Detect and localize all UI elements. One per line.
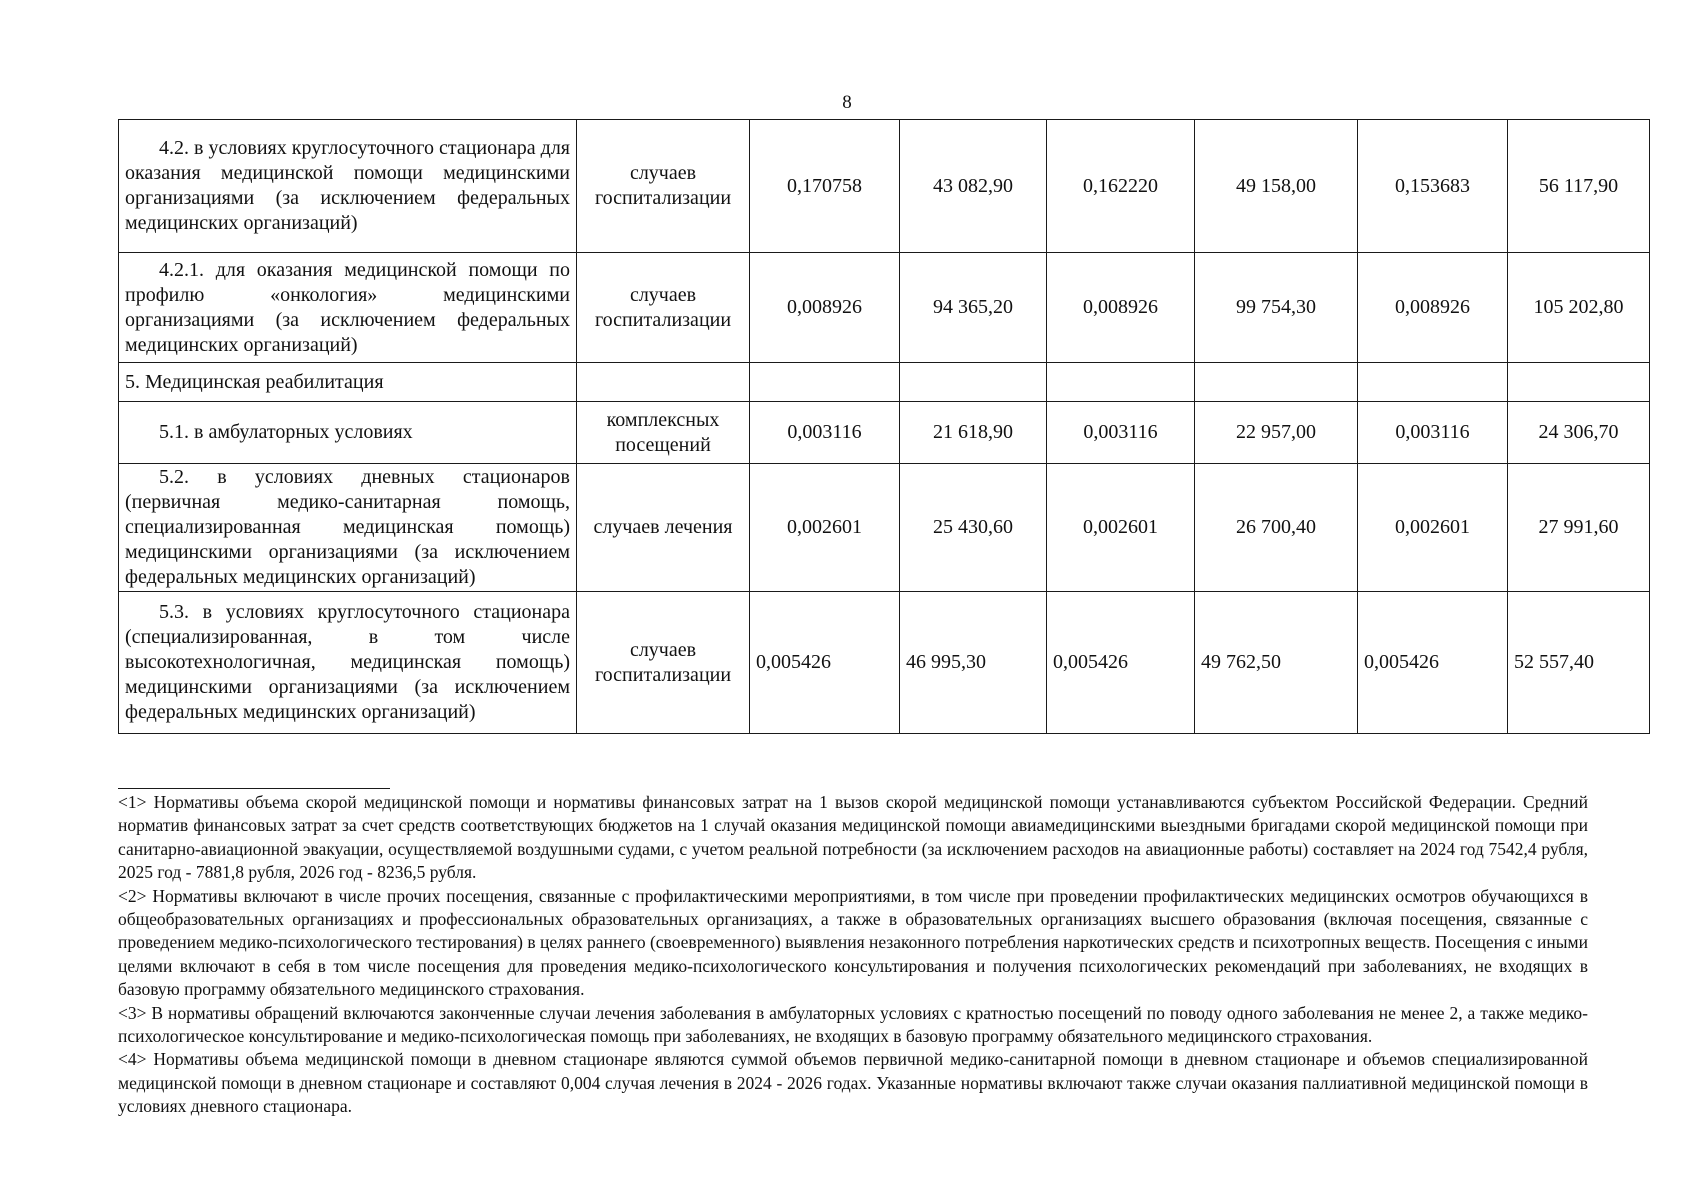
- footnote-2: <2> Нормативы включают в числе прочих посещения, связанные с профилактическими мероприятиями, в том числе при проведении профилактических медицинских осмотров обучающихся в общеобразовательных организациях и профессиональных образовательных организациях, а также в образовательных организациях высшего образования (включая посещения, связанные с проведением медико-психологического тестирования) в целях раннего (своевременного) выявления незаконного потребления наркотических средств и психотропных веществ. Посещения с иными целями включают в себя в том числе посещения для проведения медико-психологического консультирования и получения психологических рекомендаций при заболеваниях, не входящих в базовую программу обязательного медицинского страхования.: [118, 885, 1588, 1000]
- table-row: [119, 464, 1650, 592]
- row-description: 5.1. в амбулаторных условиях: [119, 402, 577, 464]
- cell-cost-2026: 105 202,80: [1508, 253, 1650, 363]
- cell-volume-2026: 0,003116: [1358, 402, 1508, 464]
- cell-volume-2025: 0,008926: [1047, 253, 1195, 363]
- cell-cost-2024: 21 618,90: [900, 402, 1047, 464]
- table-row: [119, 253, 1650, 363]
- page-number: 8: [842, 92, 852, 113]
- cell-volume-2025: 0,003116: [1047, 402, 1195, 464]
- row-unit: случаев госпитализации: [577, 120, 750, 253]
- table-row: [119, 592, 1650, 734]
- cell-volume-2025: [1047, 363, 1195, 402]
- cell-volume-2026: 0,002601: [1358, 464, 1508, 592]
- cell-volume-2024: 0,002601: [750, 464, 900, 592]
- cell-volume-2026: 0,005426: [1358, 592, 1508, 734]
- cell-volume-2024: 0,170758: [750, 120, 900, 253]
- cell-volume-2024: 0,008926: [750, 253, 900, 363]
- row-unit: случаев госпитализации: [577, 253, 750, 363]
- cell-volume-2024: 0,005426: [750, 592, 900, 734]
- section-heading: 5. Медицинская реабилитация: [119, 363, 577, 402]
- cell-cost-2024: 25 430,60: [900, 464, 1047, 592]
- row-description: 5.2. в условиях дневных стационаров (первичная медико-санитарная помощь, специализированная медицинская помощь) медицинскими организациями (за исключением федеральных медицинских организаций): [119, 464, 577, 592]
- table-row: [119, 363, 1650, 402]
- cell-cost-2025: 26 700,40: [1195, 464, 1358, 592]
- cell-cost-2024: 94 365,20: [900, 253, 1047, 363]
- cell-volume-2024: 0,003116: [750, 402, 900, 464]
- norms-table: [118, 119, 1650, 734]
- row-description: 5.3. в условиях круглосуточного стационара (специализированная, в том числе высокотехнологичная, медицинская помощь) медицинскими организациями (за исключением федеральных медицинских организаций): [119, 592, 577, 734]
- cell-cost-2024: [900, 363, 1047, 402]
- cell-volume-2025: 0,002601: [1047, 464, 1195, 592]
- cell-cost-2025: 49 158,00: [1195, 120, 1358, 253]
- cell-cost-2026: 27 991,60: [1508, 464, 1650, 592]
- row-unit: комплексных посещений: [577, 402, 750, 464]
- cell-cost-2024: 43 082,90: [900, 120, 1047, 253]
- cell-cost-2026: [1508, 363, 1650, 402]
- cell-cost-2026: 52 557,40: [1508, 592, 1650, 734]
- footnote-separator: [118, 788, 390, 789]
- cell-cost-2026: 24 306,70: [1508, 402, 1650, 464]
- footnote-1: <1> Нормативы объема скорой медицинской помощи и нормативы финансовых затрат на 1 вызов скорой медицинской помощи устанавливаются субъектом Российской Федерации. Средний норматив финансовых затрат за счет средств соответствующих бюджетов на 1 случай оказания медицинской помощи авиамедицинскими выездными бригадами скорой медицинской помощи при санитарно-авиационной эвакуации, осуществляемой воздушными судами, с учетом реальной потребности (за исключением расходов на авиационные работы) составляет на 2024 год 7542,4 рубля, 2025 год - 7881,8 рубля, 2026 год - 8236,5 рубля.: [118, 792, 1588, 883]
- cell-volume-2025: 0,005426: [1047, 592, 1195, 734]
- cell-cost-2025: 99 754,30: [1195, 253, 1358, 363]
- cell-volume-2026: [1358, 363, 1508, 402]
- table-row: [119, 120, 1650, 253]
- row-description: 4.2.1. для оказания медицинской помощи по профилю «онкология» медицинскими организациями (за исключением федеральных медицинских организаций): [119, 253, 577, 363]
- cell-volume-2024: [750, 363, 900, 402]
- cell-cost-2025: [1195, 363, 1358, 402]
- cell-volume-2025: 0,162220: [1047, 120, 1195, 253]
- table-row: [119, 402, 1650, 464]
- row-description: 4.2. в условиях круглосуточного стационара для оказания медицинской помощи медицинскими организациями (за исключением федеральных медицинских организаций): [119, 120, 577, 253]
- row-unit: случаев госпитализации: [577, 592, 750, 734]
- cell-cost-2026: 56 117,90: [1508, 120, 1650, 253]
- footnote-4: <4> Нормативы объема медицинской помощи в дневном стационаре являются суммой объемов первичной медико-санитарной помощи в дневном стационаре и объемов специализированной медицинской помощи в дневном стационаре и составляют 0,004 случая лечения в 2024 - 2026 годах. Указанные нормативы включают также случаи оказания паллиативной медицинской помощи в условиях дневного стационара.: [118, 1049, 1588, 1117]
- cell-cost-2025: 22 957,00: [1195, 402, 1358, 464]
- footnotes: [118, 788, 1588, 1119]
- cell-cost-2025: 49 762,50: [1195, 592, 1358, 734]
- cell-volume-2026: 0,153683: [1358, 120, 1508, 253]
- footnote-3: <3> В нормативы обращений включаются законченные случаи лечения заболевания в амбулаторных условиях с кратностью посещений по поводу одного заболевания не менее 2, а также медико-психологическое консультирование и медико-психологическая помощь при заболеваниях, не входящих в базовую программу обязательного медицинского страхования.: [118, 1002, 1588, 1047]
- cell-cost-2024: 46 995,30: [900, 592, 1047, 734]
- row-unit: случаев лечения: [577, 464, 750, 592]
- cell-volume-2026: 0,008926: [1358, 253, 1508, 363]
- row-unit: [577, 363, 750, 402]
